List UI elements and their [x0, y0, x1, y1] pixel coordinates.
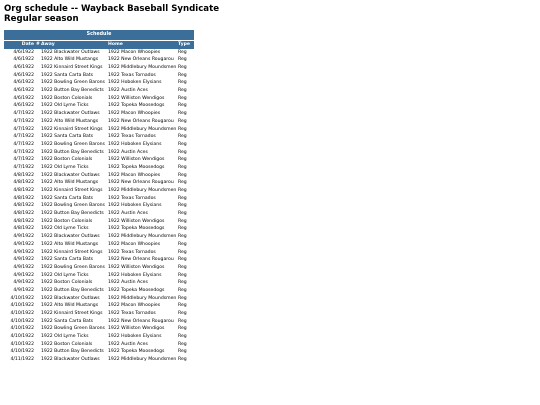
table-row: [4, 233, 194, 241]
cell-date: 4/10/1922: [10, 311, 34, 317]
cell-date: 4/10/1922: [10, 295, 34, 301]
cell-away-team: 1922 Bowling Green Barons: [41, 80, 105, 86]
cell-date: 4/10/1922: [10, 334, 34, 340]
cell-away-team: 1922 Old Lyme Ticks: [41, 226, 89, 232]
cell-away-team: 1922 Alto Wild Mustangs: [41, 118, 99, 124]
cell-date: 4/9/1922: [13, 287, 34, 293]
page-title-line2: Regular season: [4, 14, 79, 24]
cell-away-team: 1922 Button Bay Benedicts: [41, 88, 104, 94]
cell-home-team: 1922 Topeka Moosedogs: [108, 103, 165, 109]
table-row: [4, 64, 194, 72]
cell-home-team: 1922 Austin Aces: [108, 211, 148, 217]
cell-home-team: 1922 Austin Aces: [108, 88, 148, 94]
cell-date: 4/9/1922: [13, 234, 34, 240]
cell-home-team: 1922 Macon Whoopies: [108, 241, 161, 247]
cell-type: Reg: [178, 226, 187, 232]
table-row: [4, 248, 194, 256]
cell-date: 4/11/1922: [10, 357, 34, 363]
table-row: [4, 272, 194, 280]
cell-home-team: 1922 Austin Aces: [108, 341, 148, 347]
cell-date: 4/8/1922: [13, 211, 34, 217]
table-row: [4, 110, 194, 118]
cell-away-team: 1922 Blackwater Outlaws: [41, 172, 100, 178]
cell-date: 4/10/1922: [10, 326, 34, 332]
cell-type: Reg: [178, 188, 187, 194]
table-row: [4, 333, 194, 341]
cell-date: 4/10/1922: [10, 349, 34, 355]
cell-type: Reg: [178, 349, 187, 355]
cell-home-team: 1922 Texas Tornados: [108, 195, 156, 201]
cell-home-team: 1922 Middlebury Moundsmen: [108, 188, 177, 194]
table-row: [4, 172, 194, 180]
cell-date: 4/8/1922: [13, 226, 34, 232]
cell-away-team: 1922 Bowling Green Barons: [41, 203, 105, 209]
cell-home-team: 1922 Texas Tornados: [108, 134, 156, 140]
cell-home-team: 1922 Middlebury Moundsmen: [108, 126, 177, 132]
table-row: [4, 164, 194, 172]
cell-date: 4/7/1922: [13, 134, 34, 140]
cell-type: Reg: [178, 65, 187, 71]
cell-type: Reg: [178, 287, 187, 293]
cell-date: 4/9/1922: [13, 264, 34, 270]
cell-away-team: 1922 Santa Carta Bats: [41, 195, 94, 201]
cell-date: 4/9/1922: [13, 249, 34, 255]
schedule-table: [4, 30, 194, 364]
cell-type: Reg: [178, 357, 187, 363]
cell-date: 4/6/1922: [13, 80, 34, 86]
column-header-type[interactable]: Type: [177, 41, 194, 49]
table-row: [4, 79, 194, 87]
cell-home-team: 1922 Macon Whoopies: [108, 111, 161, 117]
cell-away-team: 1922 Button Bay Benedicts: [41, 349, 104, 355]
cell-date: 4/9/1922: [13, 241, 34, 247]
cell-type: Reg: [178, 111, 187, 117]
table-row: [4, 341, 194, 349]
cell-date: 4/7/1922: [13, 157, 34, 163]
cell-type: Reg: [178, 149, 187, 155]
cell-away-team: 1922 Kinnaird Street Kings: [41, 249, 103, 255]
cell-type: Reg: [178, 249, 187, 255]
cell-home-team: 1922 New Orleans Rougarou: [108, 257, 174, 263]
cell-date: 4/6/1922: [13, 57, 34, 63]
cell-date: 4/6/1922: [13, 88, 34, 94]
cell-home-team: 1922 Williston Wendigos: [108, 264, 165, 270]
cell-home-team: 1922 Williston Wendigos: [108, 95, 165, 101]
cell-away-team: 1922 Boston Colonials: [41, 280, 93, 286]
page-title-line1: Org schedule -- Wayback Baseball Syndicate: [4, 4, 220, 14]
cell-type: Reg: [178, 164, 187, 170]
cell-date: 4/6/1922: [13, 72, 34, 78]
cell-home-team: 1922 Williston Wendigos: [108, 326, 165, 332]
table-row: [4, 141, 194, 149]
cell-away-team: 1922 Blackwater Outlaws: [41, 234, 100, 240]
table-row: [4, 348, 194, 356]
cell-away-team: 1922 Alto Wild Mustangs: [41, 241, 99, 247]
cell-home-team: 1922 Middlebury Moundsmen: [108, 295, 177, 301]
cell-type: Reg: [178, 241, 187, 247]
table-row: [4, 287, 194, 295]
cell-date: 4/7/1922: [13, 149, 34, 155]
cell-date: 4/9/1922: [13, 272, 34, 278]
table-row: [4, 187, 194, 195]
cell-type: Reg: [178, 57, 187, 63]
cell-home-team: 1922 Hoboken Elysians: [108, 141, 162, 147]
cell-date: 4/8/1922: [13, 172, 34, 178]
table-row: [4, 49, 194, 57]
cell-home-team: 1922 Texas Tornados: [108, 72, 156, 78]
table-row: [4, 195, 194, 203]
cell-home-team: 1922 Middlebury Moundsmen: [108, 234, 177, 240]
cell-date: 4/6/1922: [13, 65, 34, 71]
cell-date: 4/8/1922: [13, 203, 34, 209]
cell-type: Reg: [178, 141, 187, 147]
cell-home-team: 1922 New Orleans Rougarou: [108, 180, 174, 186]
cell-away-team: 1922 Boston Colonials: [41, 95, 93, 101]
cell-type: Reg: [178, 257, 187, 263]
cell-date: 4/6/1922: [13, 103, 34, 109]
cell-type: Reg: [178, 280, 187, 286]
cell-date: 4/10/1922: [10, 318, 34, 324]
cell-home-team: 1922 Topeka Moosedogs: [108, 164, 165, 170]
table-caption-row: [4, 30, 194, 41]
cell-away-team: 1922 Old Lyme Ticks: [41, 334, 89, 340]
cell-type: Reg: [178, 49, 187, 55]
table-row: [4, 149, 194, 157]
cell-type: Reg: [178, 195, 187, 201]
cell-home-team: 1922 Austin Aces: [108, 149, 148, 155]
cell-home-team: 1922 Middlebury Moundsmen: [108, 357, 177, 363]
cell-away-team: 1922 Kinnaird Street Kings: [41, 126, 103, 132]
table-header-row: [4, 41, 194, 49]
cell-type: Reg: [178, 80, 187, 86]
table-caption: Schedule: [4, 30, 194, 41]
cell-away-team: 1922 Bowling Green Barons: [41, 141, 105, 147]
table-row: [4, 56, 194, 64]
cell-type: Reg: [178, 126, 187, 132]
cell-type: Reg: [178, 218, 187, 224]
cell-away-team: 1922 Button Bay Benedicts: [41, 287, 104, 293]
table-row: [4, 310, 194, 318]
cell-date: 4/6/1922: [13, 49, 34, 55]
cell-home-team: 1922 Hoboken Elysians: [108, 272, 162, 278]
schedule-table-container: [4, 30, 194, 364]
cell-home-team: 1922 Macon Whoopies: [108, 49, 161, 55]
cell-type: Reg: [178, 341, 187, 347]
cell-away-team: 1922 Alto Wild Mustangs: [41, 57, 99, 63]
cell-away-team: 1922 Bowling Green Barons: [41, 264, 105, 270]
cell-type: Reg: [178, 264, 187, 270]
cell-away-team: 1922 Santa Carta Bats: [41, 72, 94, 78]
cell-away-team: 1922 Blackwater Outlaws: [41, 111, 100, 117]
cell-home-team: 1922 New Orleans Rougarou: [108, 57, 174, 63]
cell-date: 4/7/1922: [13, 126, 34, 132]
cell-type: Reg: [178, 172, 187, 178]
cell-home-team: 1922 Texas Tornados: [108, 249, 156, 255]
cell-date: 4/8/1922: [13, 195, 34, 201]
cell-away-team: 1922 Old Lyme Ticks: [41, 103, 89, 109]
cell-type: Reg: [178, 88, 187, 94]
cell-away-team: 1922 Kinnaird Street Kings: [41, 65, 103, 71]
cell-home-team: 1922 New Orleans Rougarou: [108, 318, 174, 324]
cell-type: Reg: [178, 334, 187, 340]
table-row: [4, 118, 194, 126]
cell-away-team: 1922 Bowling Green Barons: [41, 326, 105, 332]
cell-away-team: 1922 Kinnaird Street Kings: [41, 188, 103, 194]
cell-type: Reg: [178, 234, 187, 240]
table-row: [4, 256, 194, 264]
cell-away-team: 1922 Boston Colonials: [41, 157, 93, 163]
cell-home-team: 1922 Topeka Moosedogs: [108, 349, 165, 355]
cell-type: Reg: [178, 326, 187, 332]
cell-date: 4/7/1922: [13, 164, 34, 170]
column-header-number[interactable]: #: [36, 42, 40, 47]
table-row: [4, 72, 194, 80]
cell-type: Reg: [178, 311, 187, 317]
schedule-table-body: [4, 49, 194, 364]
table-row: [4, 218, 194, 226]
cell-home-team: 1922 Middlebury Moundsmen: [108, 65, 177, 71]
cell-home-team: 1922 Hoboken Elysians: [108, 334, 162, 340]
cell-type: Reg: [178, 134, 187, 140]
cell-date: 4/9/1922: [13, 257, 34, 263]
table-row: [4, 156, 194, 164]
cell-away-team: 1922 Old Lyme Ticks: [41, 272, 89, 278]
cell-away-team: 1922 Alto Wild Mustangs: [41, 180, 99, 186]
cell-home-team: 1922 Hoboken Elysians: [108, 80, 162, 86]
table-row: [4, 202, 194, 210]
cell-away-team: 1922 Boston Colonials: [41, 341, 93, 347]
cell-date: 4/7/1922: [13, 141, 34, 147]
cell-home-team: 1922 Topeka Moosedogs: [108, 226, 165, 232]
cell-home-team: 1922 Williston Wendigos: [108, 157, 165, 163]
cell-date: 4/8/1922: [13, 218, 34, 224]
cell-date: 4/6/1922: [13, 95, 34, 101]
cell-type: Reg: [178, 72, 187, 78]
cell-type: Reg: [178, 272, 187, 278]
table-row: [4, 325, 194, 333]
cell-type: Reg: [178, 95, 187, 101]
column-header-date[interactable]: Date: [4, 41, 35, 49]
cell-home-team: 1922 New Orleans Rougarou: [108, 118, 174, 124]
cell-away-team: 1922 Boston Colonials: [41, 218, 93, 224]
cell-home-team: 1922 Williston Wendigos: [108, 218, 165, 224]
table-row: [4, 210, 194, 218]
cell-type: Reg: [178, 118, 187, 124]
page-title: [4, 4, 540, 24]
cell-type: Reg: [178, 103, 187, 109]
cell-away-team: 1922 Blackwater Outlaws: [41, 49, 100, 55]
cell-home-team: 1922 Macon Whoopies: [108, 172, 161, 178]
table-row: [4, 295, 194, 303]
cell-away-team: 1922 Alto Wild Mustangs: [41, 303, 99, 309]
cell-type: Reg: [178, 180, 187, 186]
cell-type: Reg: [178, 318, 187, 324]
cell-type: Reg: [178, 303, 187, 309]
cell-away-team: 1922 Kinnaird Street Kings: [41, 311, 103, 317]
cell-away-team: 1922 Blackwater Outlaws: [41, 295, 100, 301]
table-row: [4, 125, 194, 133]
cell-home-team: 1922 Austin Aces: [108, 280, 148, 286]
cell-type: Reg: [178, 157, 187, 163]
table-row: [4, 302, 194, 310]
column-header-home[interactable]: Home: [107, 41, 177, 49]
cell-home-team: 1922 Texas Tornados: [108, 311, 156, 317]
cell-home-team: 1922 Hoboken Elysians: [108, 203, 162, 209]
cell-away-team: 1922 Santa Carta Bats: [41, 257, 94, 263]
cell-away-team: 1922 Button Bay Benedicts: [41, 149, 104, 155]
cell-date: 4/8/1922: [13, 188, 34, 194]
cell-away-team: 1922 Blackwater Outlaws: [41, 357, 100, 363]
cell-away-team: 1922 Old Lyme Ticks: [41, 164, 89, 170]
table-row: [4, 279, 194, 287]
cell-date: 4/10/1922: [10, 303, 34, 309]
cell-date: 4/8/1922: [13, 180, 34, 186]
cell-type: Reg: [178, 203, 187, 209]
cell-type: Reg: [178, 211, 187, 217]
table-row: [4, 356, 194, 364]
cell-type: Reg: [178, 295, 187, 301]
cell-away-team: 1922 Santa Carta Bats: [41, 318, 94, 324]
table-row: [4, 264, 194, 272]
cell-away-team: 1922 Button Bay Benedicts: [41, 211, 104, 217]
cell-date: 4/9/1922: [13, 280, 34, 286]
table-row: [4, 318, 194, 326]
cell-date: 4/7/1922: [13, 118, 34, 124]
cell-home-team: 1922 Topeka Moosedogs: [108, 287, 165, 293]
cell-date: 4/10/1922: [10, 341, 34, 347]
cell-date: 4/7/1922: [13, 111, 34, 117]
table-row: [4, 241, 194, 249]
table-row: [4, 87, 194, 95]
column-header-away[interactable]: Away: [40, 41, 107, 49]
table-row: [4, 133, 194, 141]
table-row: [4, 102, 194, 110]
cell-home-team: 1922 Macon Whoopies: [108, 303, 161, 309]
table-row: [4, 95, 194, 103]
table-row: [4, 179, 194, 187]
cell-away-team: 1922 Santa Carta Bats: [41, 134, 94, 140]
table-row: [4, 225, 194, 233]
